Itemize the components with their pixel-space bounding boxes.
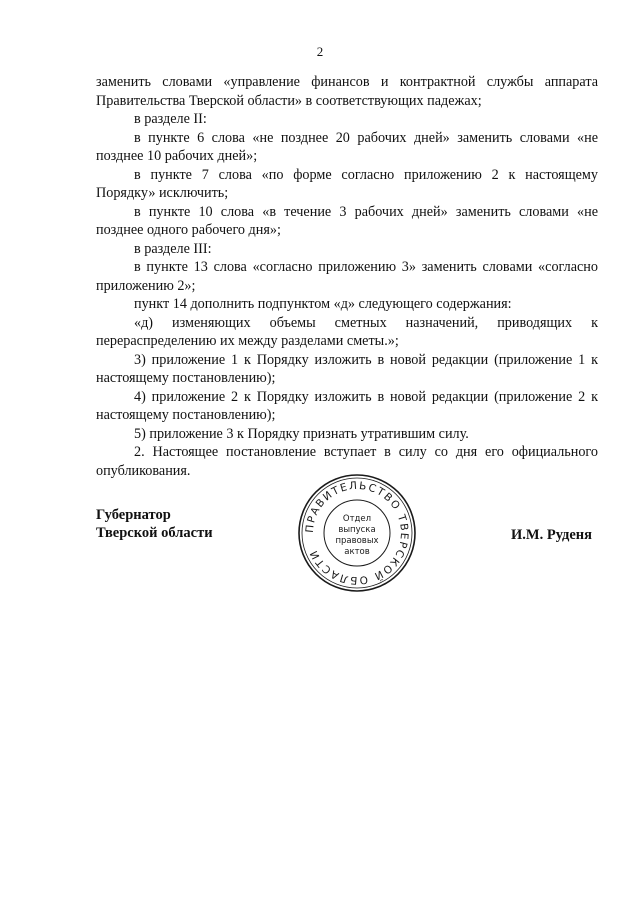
signatory-name: И.М. Руденя xyxy=(511,527,593,543)
seal-center-line: Отдел xyxy=(342,514,372,524)
page-number: 2 xyxy=(316,44,324,59)
paragraph: в пункте 6 слова «не позднее 20 рабочих дней» заменить словами «не позднее 10 рабочих дней»; xyxy=(96,129,598,164)
seal-ring-text: ПРАВИТЕЛЬСТВО ТВЕРСКОЙ ОБЛАСТИ xyxy=(303,479,411,587)
signatory-position xyxy=(96,506,213,542)
seal-center-line: актов xyxy=(344,547,370,557)
document-body xyxy=(96,73,598,480)
seal-center-line: правовых xyxy=(335,536,379,546)
paragraph: в пункте 7 слова «по форме согласно приложению 2 к настоящему Порядку» исключить; xyxy=(96,166,598,201)
paragraph: пункт 14 дополнить подпунктом «д» следующего содержания: xyxy=(134,296,512,312)
signatory-position-line1: Губернатор xyxy=(96,507,171,523)
signatory-position-line2: Тверской области xyxy=(96,525,213,541)
paragraph: «д) изменяющих объемы сметных назначений, приводящих к перераспределению их между разделами сметы.»; xyxy=(96,314,598,349)
paragraph: в разделе III: xyxy=(134,240,212,257)
seal-center-line: выпуска xyxy=(338,525,376,535)
paragraph: в пункте 10 слова «в течение 3 рабочих дней» заменить словами «не позднее одного рабочего дня»; xyxy=(96,203,598,238)
paragraph: в пункте 13 слова «согласно приложению 3» заменить словами «согласно приложению 2»; xyxy=(96,259,598,294)
paragraph: 3) приложение 1 к Порядку изложить в новой редакции (приложение 1 к настоящему постановлению); xyxy=(96,351,598,386)
paragraph: заменить словами «управление финансов и контрактной службы аппарата Правительства Тверской области» в соответствующих падежах; xyxy=(96,74,598,109)
paragraph: 5) приложение 3 к Порядку признать утратившим силу. xyxy=(134,425,469,442)
paragraph: 2. Настоящее постановление вступает в силу со дня его официального опубликования. xyxy=(96,444,598,479)
paragraph: в разделе II: xyxy=(134,111,207,127)
official-seal xyxy=(296,472,418,594)
paragraph: 4) приложение 2 к Порядку изложить в новой редакции (приложение 2 к настоящему постановлению); xyxy=(96,388,598,423)
